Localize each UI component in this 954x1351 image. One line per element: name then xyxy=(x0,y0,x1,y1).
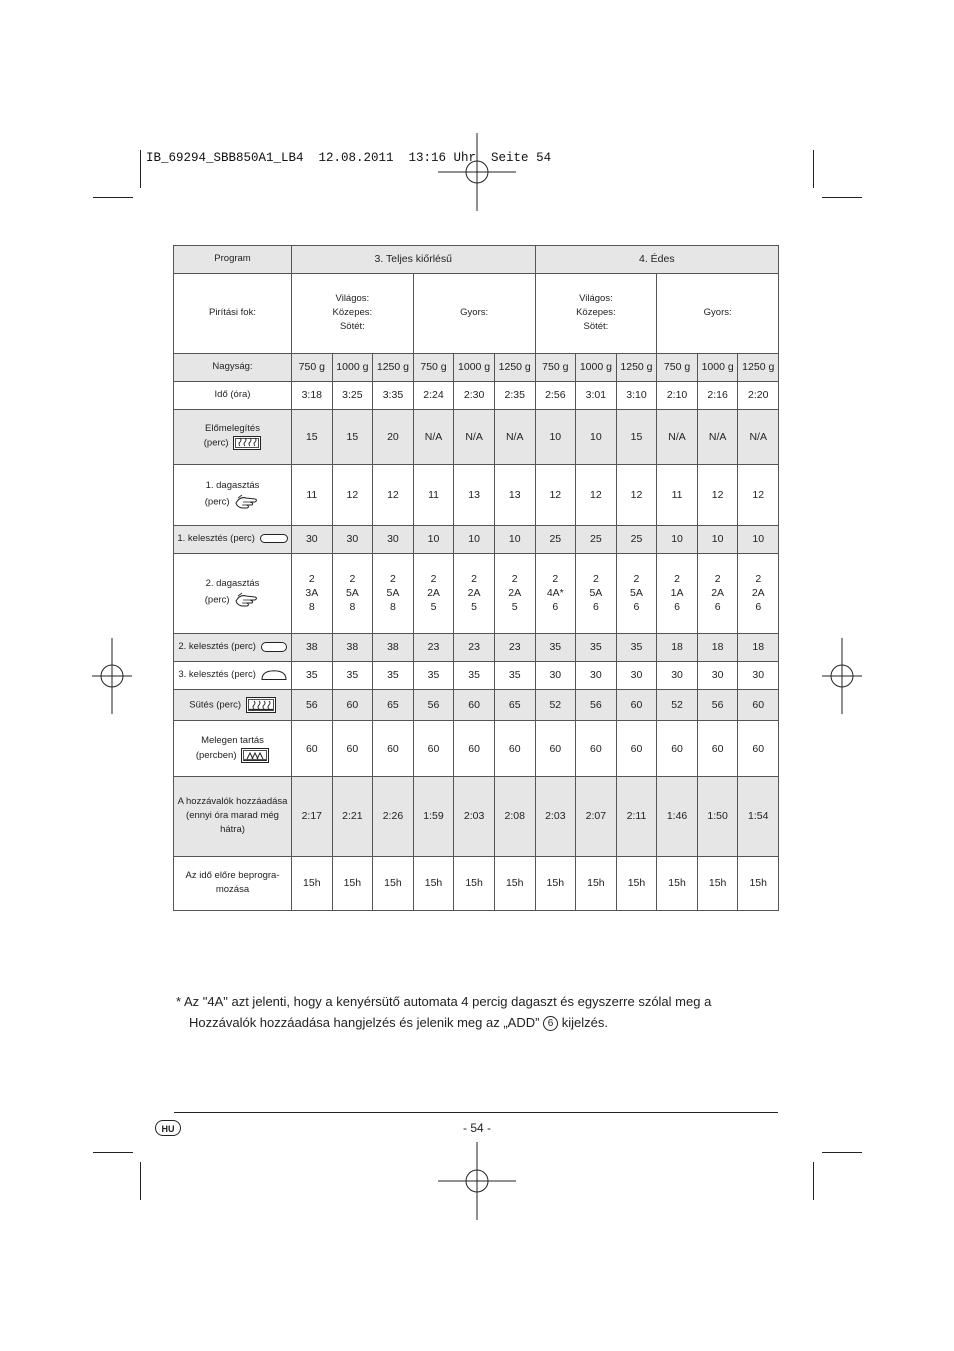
cell: N/A xyxy=(454,409,495,464)
cell: 30 xyxy=(535,661,576,689)
cell: 12 xyxy=(535,464,576,525)
cell: N/A xyxy=(657,409,698,464)
cell: 35 xyxy=(413,661,454,689)
cell: 2 5A 8 xyxy=(332,553,373,633)
registration-mark-bottom xyxy=(438,1142,516,1220)
cell: 2 2A 5 xyxy=(494,553,535,633)
cell: 1250 g xyxy=(616,353,657,381)
cell: 60 xyxy=(332,689,373,721)
cell: 23 xyxy=(494,633,535,661)
label-add-ingredients: A hozzávalók hozzáadása (ennyi óra marad még hátra) xyxy=(174,776,292,856)
cell: 30 xyxy=(616,661,657,689)
roast-fast-1: Gyors: xyxy=(413,273,535,353)
roast-levels-2: Világos: Közepes: Sötét: xyxy=(535,273,657,353)
cell: 35 xyxy=(332,661,373,689)
cell: 52 xyxy=(657,689,698,721)
cell: 30 xyxy=(738,661,779,689)
row-timer xyxy=(174,856,779,910)
cell: 1000 g xyxy=(332,353,373,381)
row-rise-3 xyxy=(174,661,779,689)
cell: 1000 g xyxy=(697,353,738,381)
row-bake xyxy=(174,689,779,721)
cell: 750 g xyxy=(657,353,698,381)
cell: 2:21 xyxy=(332,776,373,856)
cell: 56 xyxy=(413,689,454,721)
cell: 1:59 xyxy=(413,776,454,856)
cell: 60 xyxy=(413,721,454,777)
cell: 30 xyxy=(332,525,373,553)
cell: 30 xyxy=(657,661,698,689)
cell: 25 xyxy=(535,525,576,553)
registration-mark-left xyxy=(92,638,132,714)
registration-mark-right xyxy=(822,638,862,714)
cell: 2 2A 6 xyxy=(738,553,779,633)
row-add-ingredients xyxy=(174,776,779,856)
program-sweet: 4. Édes xyxy=(535,246,779,274)
label-bake: Sütés (perc) xyxy=(174,689,292,721)
cell: 25 xyxy=(576,525,617,553)
cell: 11 xyxy=(413,464,454,525)
cell: 60 xyxy=(616,721,657,777)
cell: 23 xyxy=(413,633,454,661)
cell: 750 g xyxy=(535,353,576,381)
cell: 10 xyxy=(535,409,576,464)
label-rise-3: 3. kelesztés (perc) xyxy=(174,661,292,689)
cell: 12 xyxy=(332,464,373,525)
roast-levels-1: Világos: Közepes: Sötét: xyxy=(292,273,414,353)
circled-number-6: 6 xyxy=(543,1016,558,1031)
cell: 15h xyxy=(738,856,779,910)
cell: 15h xyxy=(413,856,454,910)
roast-fast-2: Gyors: xyxy=(657,273,779,353)
label-size: Nagyság: xyxy=(174,353,292,381)
cell: 2:30 xyxy=(454,381,495,409)
label-time: Idő (óra) xyxy=(174,381,292,409)
cell: 60 xyxy=(657,721,698,777)
cell: 60 xyxy=(738,689,779,721)
cell: 2:07 xyxy=(576,776,617,856)
cell: 65 xyxy=(373,689,414,721)
cell: 10 xyxy=(738,525,779,553)
label-rise-2: 2. kelesztés (perc) xyxy=(174,633,292,661)
cell: 60 xyxy=(454,689,495,721)
cell: 1:54 xyxy=(738,776,779,856)
cell: 35 xyxy=(576,633,617,661)
cell: 10 xyxy=(697,525,738,553)
footnote-line-1: * Az "4A" azt jelenti, hogy a kenyérsütő automata 4 percig dagaszt és egyszerre szólal meg a xyxy=(176,994,712,1009)
cell: 60 xyxy=(373,721,414,777)
row-keep-warm xyxy=(174,721,779,777)
cell: 60 xyxy=(738,721,779,777)
cell: 15h xyxy=(494,856,535,910)
row-knead-1 xyxy=(174,464,779,525)
row-preheat xyxy=(174,409,779,464)
cell: N/A xyxy=(697,409,738,464)
cell: 2 4A* 6 xyxy=(535,553,576,633)
cell: 2:26 xyxy=(373,776,414,856)
footnote-line-2: Hozzávalók hozzáadása hangjelzés és jelenik meg az „ADD” 6 kijelzés. xyxy=(189,1015,608,1030)
cell: 65 xyxy=(494,689,535,721)
cell: 15 xyxy=(616,409,657,464)
cell: 2 3A 8 xyxy=(292,553,333,633)
cell: 15h xyxy=(616,856,657,910)
cell: 18 xyxy=(738,633,779,661)
cell: 38 xyxy=(332,633,373,661)
cell: 3:01 xyxy=(576,381,617,409)
program-whole-wheat: 3. Teljes kiőrlésű xyxy=(292,246,536,274)
dough-rise-1-icon xyxy=(260,534,288,543)
cell: 35 xyxy=(373,661,414,689)
cell: 3:10 xyxy=(616,381,657,409)
cell: 35 xyxy=(454,661,495,689)
cell: 2 5A 6 xyxy=(576,553,617,633)
cell: 2:11 xyxy=(616,776,657,856)
label-keep-warm: Melegen tartás (percben) xyxy=(174,721,292,777)
language-badge: HU xyxy=(155,1120,181,1136)
cell: 30 xyxy=(373,525,414,553)
cell: 15h xyxy=(657,856,698,910)
cell: N/A xyxy=(413,409,454,464)
cell: 2:10 xyxy=(657,381,698,409)
cell: 10 xyxy=(576,409,617,464)
cell: 35 xyxy=(494,661,535,689)
footer-rule xyxy=(174,1112,778,1113)
keep-warm-icon xyxy=(241,748,269,763)
cell: 15 xyxy=(292,409,333,464)
cell: 2:03 xyxy=(535,776,576,856)
baking-element-icon xyxy=(246,697,276,713)
label-rise-1: 1. kelesztés (perc) xyxy=(174,525,292,553)
cell: N/A xyxy=(738,409,779,464)
cell: 2 1A 6 xyxy=(657,553,698,633)
cell: 15h xyxy=(373,856,414,910)
cell: 35 xyxy=(535,633,576,661)
cell: 3:25 xyxy=(332,381,373,409)
cell: 2 2A 5 xyxy=(454,553,495,633)
cell: 10 xyxy=(413,525,454,553)
cell: 10 xyxy=(657,525,698,553)
cell: 12 xyxy=(697,464,738,525)
cell: 56 xyxy=(576,689,617,721)
cell: 35 xyxy=(292,661,333,689)
cell: 15h xyxy=(576,856,617,910)
cell: 2 5A 8 xyxy=(373,553,414,633)
cell: 15h xyxy=(454,856,495,910)
cell: 23 xyxy=(454,633,495,661)
cell: 2 5A 6 xyxy=(616,553,657,633)
cell: 10 xyxy=(494,525,535,553)
cell: 2:08 xyxy=(494,776,535,856)
row-knead-2 xyxy=(174,553,779,633)
cell: 750 g xyxy=(413,353,454,381)
cell: 52 xyxy=(535,689,576,721)
registration-mark-top xyxy=(438,133,516,211)
footnote xyxy=(176,991,711,1033)
print-header: IB_69294_SBB850A1_LB4 12.08.2011 13:16 Uhr Seite 54 xyxy=(146,151,552,165)
cell: 3:35 xyxy=(373,381,414,409)
cell: 2:56 xyxy=(535,381,576,409)
cell: 35 xyxy=(616,633,657,661)
row-size xyxy=(174,353,779,381)
label-knead-2: 2. dagasztás (perc) xyxy=(174,553,292,633)
cell: 60 xyxy=(454,721,495,777)
cell: 1000 g xyxy=(454,353,495,381)
dough-rise-2-icon xyxy=(261,642,287,652)
cell: N/A xyxy=(494,409,535,464)
cell: 15h xyxy=(697,856,738,910)
cell: 60 xyxy=(332,721,373,777)
label-preheat: Előmelegítés (perc) xyxy=(174,409,292,464)
cell: 60 xyxy=(616,689,657,721)
cell: 13 xyxy=(494,464,535,525)
label-program: Program xyxy=(174,246,292,274)
cell: 750 g xyxy=(292,353,333,381)
cell: 2 2A 6 xyxy=(697,553,738,633)
cell: 2:17 xyxy=(292,776,333,856)
cell: 15 xyxy=(332,409,373,464)
cell: 11 xyxy=(292,464,333,525)
label-knead-1: 1. dagasztás (perc) xyxy=(174,464,292,525)
cell: 1250 g xyxy=(738,353,779,381)
cell: 30 xyxy=(292,525,333,553)
cell: 13 xyxy=(454,464,495,525)
cell: 38 xyxy=(292,633,333,661)
cell: 11 xyxy=(657,464,698,525)
row-program xyxy=(174,246,779,274)
cell: 12 xyxy=(616,464,657,525)
cell: 30 xyxy=(576,661,617,689)
cell: 60 xyxy=(697,721,738,777)
cell: 1250 g xyxy=(373,353,414,381)
cell: 1000 g xyxy=(576,353,617,381)
cell: 18 xyxy=(697,633,738,661)
cell: 2:20 xyxy=(738,381,779,409)
row-rise-1 xyxy=(174,525,779,553)
cell: 12 xyxy=(373,464,414,525)
cell: 25 xyxy=(616,525,657,553)
cell: 56 xyxy=(697,689,738,721)
cell: 20 xyxy=(373,409,414,464)
kneading-hand-icon xyxy=(234,493,260,511)
row-rise-2 xyxy=(174,633,779,661)
cell: 10 xyxy=(454,525,495,553)
row-time xyxy=(174,381,779,409)
cell: 60 xyxy=(576,721,617,777)
cell: 15h xyxy=(535,856,576,910)
cell: 1:46 xyxy=(657,776,698,856)
label-timer: Az idő előre beprogra- mozása xyxy=(174,856,292,910)
cell: 12 xyxy=(576,464,617,525)
cell: 18 xyxy=(657,633,698,661)
cell: 1250 g xyxy=(494,353,535,381)
cell: 60 xyxy=(494,721,535,777)
cell: 2:03 xyxy=(454,776,495,856)
cell: 15h xyxy=(332,856,373,910)
cell: 2:35 xyxy=(494,381,535,409)
dough-rise-3-icon xyxy=(261,670,287,680)
cell: 30 xyxy=(697,661,738,689)
cell: 3:18 xyxy=(292,381,333,409)
cell: 2:24 xyxy=(413,381,454,409)
cell: 12 xyxy=(738,464,779,525)
program-table xyxy=(173,245,779,911)
label-roast-level: Pirítási fok: xyxy=(174,273,292,353)
page-number: - 54 - xyxy=(462,1121,491,1135)
kneading-hand-icon xyxy=(234,591,260,609)
cell: 2 2A 5 xyxy=(413,553,454,633)
cell: 38 xyxy=(373,633,414,661)
cell: 56 xyxy=(292,689,333,721)
cell: 2:16 xyxy=(697,381,738,409)
cell: 60 xyxy=(535,721,576,777)
cell: 60 xyxy=(292,721,333,777)
cell: 1:50 xyxy=(697,776,738,856)
heating-element-icon xyxy=(233,436,261,450)
cell: 15h xyxy=(292,856,333,910)
row-roast-level xyxy=(174,273,779,353)
